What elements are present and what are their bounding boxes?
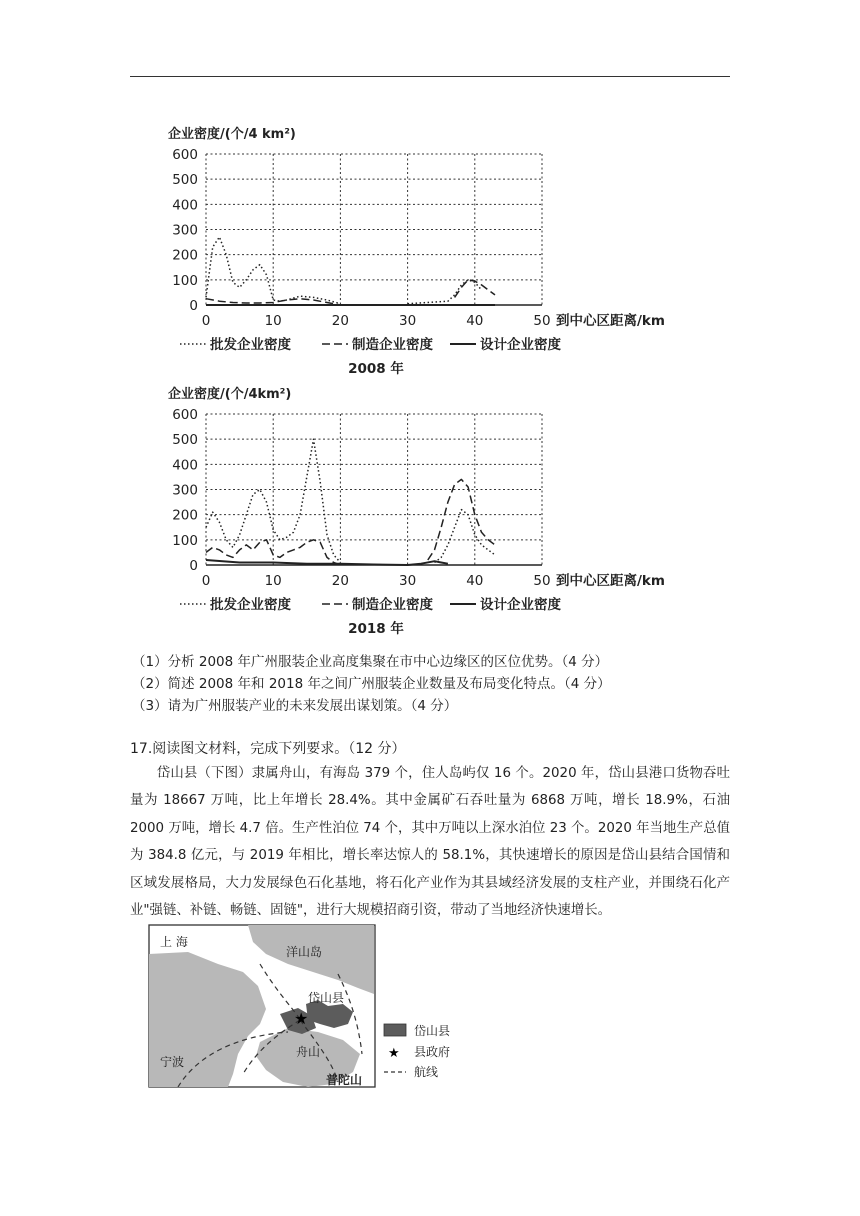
map-label-shanghai: 上 海 xyxy=(160,935,188,949)
map-label-putuoshan: 普陀山 xyxy=(326,1073,363,1087)
map-label-yangshan: 洋山岛 xyxy=(286,945,323,959)
map-label-daishan: 岱山县 xyxy=(308,991,345,1005)
legend-label: 设计企业密度 xyxy=(480,597,561,613)
y-tick-label: 400 xyxy=(172,197,198,214)
y-axis-label: 企业密度/(个/4km²) xyxy=(168,387,292,402)
chart-svg xyxy=(150,118,710,376)
y-tick-label: 600 xyxy=(172,407,198,423)
legend-star-icon: ★ xyxy=(388,1046,400,1061)
legend-label: 批发企业密度 xyxy=(210,337,291,353)
x-tick-label: 50 xyxy=(533,573,551,589)
map-label-ningbo: 宁波 xyxy=(160,1055,185,1069)
legend-label: 制造企业密度 xyxy=(352,337,433,353)
section-17-title: 17.阅读图文材料，完成下列要求。（12 分） xyxy=(130,741,406,757)
x-tick-label: 30 xyxy=(399,573,417,589)
map-label-zhoushan: 舟山 xyxy=(296,1045,321,1059)
legend-county-label: 岱山县 xyxy=(414,1024,451,1038)
question-2: （2）简述 2008 年和 2018 年之间广州服装企业数量及布局变化特点。（4 分） xyxy=(132,676,611,692)
chart-title: 2018 年 xyxy=(348,621,404,637)
y-tick-label: 600 xyxy=(172,147,198,163)
x-axis-label: 到中心区距离/km xyxy=(556,573,665,589)
y-tick-label: 200 xyxy=(172,507,198,524)
legend-label: 批发企业密度 xyxy=(210,597,291,613)
map-svg xyxy=(148,924,568,1088)
x-tick-label: 30 xyxy=(399,313,417,329)
x-tick-label: 40 xyxy=(466,313,484,329)
x-tick-label: 40 xyxy=(466,573,484,589)
chart-2008 xyxy=(150,118,710,376)
y-axis-label: 企业密度/(个/4 km²) xyxy=(168,127,296,142)
chart-svg xyxy=(150,378,710,640)
x-tick-label: 10 xyxy=(264,313,282,329)
section-17-paragraph: 岱山县（下图）隶属舟山，有海岛 379 个，住人岛屿仅 16 个。2020 年，岱山县港口货物吞吐量为 18667 万吨，比上年增长 28.4%。其中金属矿石吞吐量为 6868 万吨，增长 18.9%，石油 2000 万吨，增长 4.7 倍。生产性泊位 74 个，其中万吨以上深水泊位 23 个。2020 年当地生产总值为 384.8 亿元，与 2019 年相比，增长率达惊人的 58.1%，其快速增长的原因是岱山县结合国情和区域发展格局，大力发展绿色石化基地，将石化产业作为其县域经济发展的支柱产业，并围绕石化产业"强链、补链、畅链、固链"，进行大规模招商引资，带动了当地经济快速增长。 xyxy=(130,766,730,919)
legend-route-label: 航线 xyxy=(414,1065,439,1079)
legend-gov-label: 县政府 xyxy=(414,1045,451,1059)
x-tick-label: 0 xyxy=(201,313,211,329)
chart-title: 2008 年 xyxy=(348,361,404,377)
series-line-dotted xyxy=(435,510,496,563)
x-tick-label: 20 xyxy=(331,313,349,329)
county-government-star: ★ xyxy=(294,1009,309,1028)
top-rule xyxy=(130,76,730,77)
y-tick-label: 100 xyxy=(172,272,198,289)
y-tick-label: 400 xyxy=(172,457,198,474)
x-axis-label: 到中心区距离/km xyxy=(556,313,665,329)
series-line-dotted xyxy=(408,280,482,304)
y-tick-label: 300 xyxy=(172,222,198,239)
series-line-dashed xyxy=(428,479,495,560)
series-line-solid xyxy=(206,560,448,565)
y-tick-label: 0 xyxy=(189,558,198,574)
y-tick-label: 500 xyxy=(172,432,198,449)
legend-label: 制造企业密度 xyxy=(352,597,433,613)
y-tick-label: 500 xyxy=(172,172,198,189)
question-3: （3）请为广州服装产业的未来发展出谋划策。（4 分） xyxy=(132,698,458,714)
legend-label: 设计企业密度 xyxy=(480,337,561,353)
daishan-map xyxy=(148,924,568,1092)
question-1: （1）分析 2008 年广州服装企业高度集聚在市中心边缘区的区位优势。（4 分） xyxy=(132,654,609,670)
x-tick-label: 50 xyxy=(533,313,551,329)
legend-county-swatch xyxy=(384,1024,406,1036)
y-tick-label: 0 xyxy=(189,298,198,314)
y-tick-label: 300 xyxy=(172,482,198,499)
chart-2018 xyxy=(150,378,710,640)
y-tick-label: 100 xyxy=(172,532,198,549)
y-tick-label: 200 xyxy=(172,247,198,264)
x-tick-label: 20 xyxy=(331,573,349,589)
x-tick-label: 10 xyxy=(264,573,282,589)
x-tick-label: 0 xyxy=(201,573,211,589)
